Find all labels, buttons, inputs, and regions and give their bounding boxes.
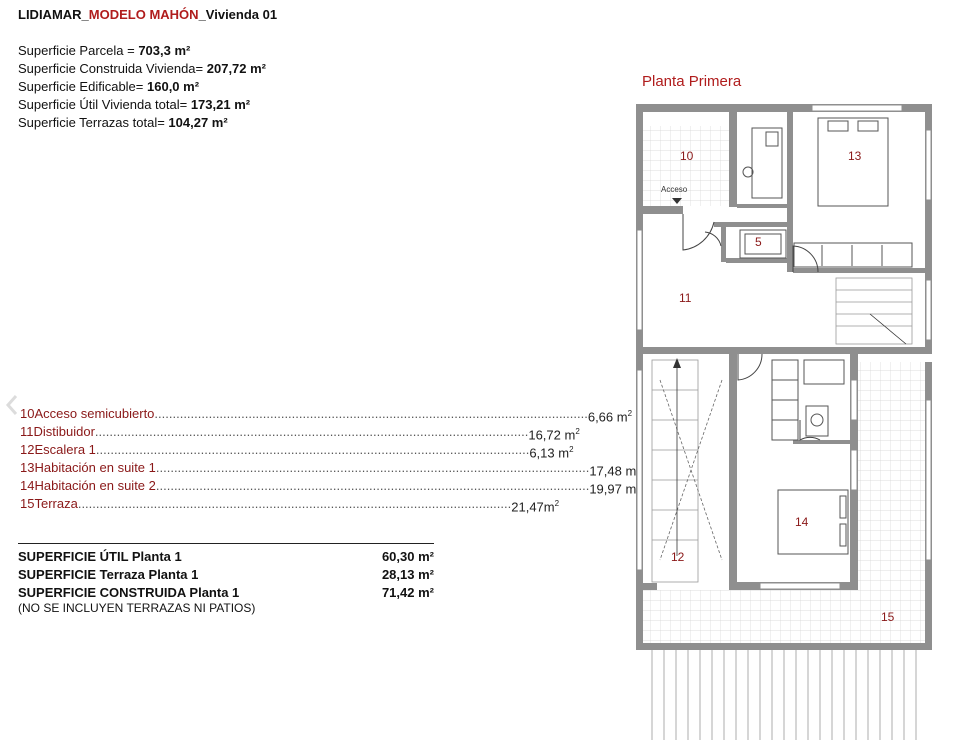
total-value: 28,13 m² (381, 567, 434, 582)
page-title (18, 7, 277, 22)
room-row (20, 441, 574, 461)
room-name: Acceso semicubierto (34, 406, 155, 421)
leader-dots: ........................................................................................................................ (94, 424, 529, 439)
total-row (18, 548, 434, 566)
total-label: SUPERFICIE ÚTIL Planta 1 (18, 549, 182, 564)
total-label: SUPERFICIE CONSTRUIDA Planta 1 (18, 585, 240, 600)
entrance-slats (652, 650, 916, 740)
room-name: Distibuidor (33, 424, 95, 439)
room-number: 13 (20, 460, 35, 475)
surface-value: 173,21 m² (190, 97, 251, 112)
room-area-unit: 2 (554, 499, 560, 508)
surface-row (18, 78, 266, 96)
room-list (20, 405, 637, 515)
leader-dots: ........................................................................................................................ (155, 478, 590, 493)
leader-dots: ........................................................................................................................ (154, 406, 588, 421)
surface-row (18, 42, 266, 60)
total-value: 71,42 m² (381, 585, 434, 600)
room-area-value: 6,66 m (587, 409, 628, 425)
floor-plan (600, 100, 940, 740)
room-label-15: 15 (881, 610, 895, 624)
surface-label: Superficie Parcela = (18, 43, 139, 58)
total-value: 60,30 m² (381, 549, 434, 564)
title-suffix: _Vivienda 01 (198, 7, 278, 22)
surface-value: 104,27 m² (168, 115, 228, 130)
bathroom-lower (772, 360, 844, 440)
total-label: SUPERFICIE Terraza Planta 1 (18, 567, 199, 582)
room-15-floor-side (858, 362, 926, 590)
surface-row (18, 96, 266, 114)
room-number: 12 (20, 442, 35, 457)
room-area (528, 423, 579, 441)
bed-14 (778, 490, 848, 554)
bed-13 (794, 118, 912, 267)
title-prefix: LIDIAMAR_ (18, 7, 89, 22)
leader-dots: ........................................................................................................................ (77, 496, 512, 511)
room-label-10: 10 (680, 149, 694, 163)
leader-dots: ........................................................................................................................ (155, 460, 590, 475)
room-area-value: 6,13 m (529, 445, 570, 461)
room-area-unit: 2 (569, 445, 574, 454)
room-name: Terraza (34, 496, 78, 511)
totals-table (18, 548, 434, 602)
room-area (511, 495, 559, 513)
room-row (20, 459, 637, 479)
room-row (20, 405, 633, 425)
surface-label: Superficie Construida Vivienda= (18, 61, 207, 76)
chevron-left-icon (4, 393, 20, 417)
title-model: MODELO MAHÓN (88, 7, 199, 22)
surface-label: Superficie Edificable= (18, 79, 147, 94)
stair-arrow-icon (673, 358, 681, 368)
room-number: 15 (20, 496, 35, 511)
surface-row (18, 60, 266, 78)
room-row (20, 477, 637, 497)
room-name: Habitación en suite 2 (34, 478, 156, 493)
room-area-value: 16,72 m (528, 427, 576, 443)
room-number: 14 (20, 478, 35, 493)
room-row (20, 423, 580, 443)
room-area-unit: 2 (627, 409, 633, 418)
room-area-value: 19,97 m (589, 481, 637, 497)
total-row (18, 584, 434, 602)
room-name: Escalera 1 (34, 442, 96, 457)
note-text: (NO SE INCLUYEN TERRAZAS NI PATIOS) (18, 601, 256, 615)
access-label: Acceso (661, 185, 688, 194)
room-label-14: 14 (795, 515, 809, 529)
room-number: 11 (20, 424, 34, 439)
room-area-value: 21,47m (511, 499, 555, 515)
surface-row (18, 114, 266, 132)
room-area-value: 17,48 m (589, 463, 637, 479)
surface-value: 703,3 m² (138, 43, 191, 58)
room-10-floor (643, 126, 730, 206)
room-area (529, 441, 573, 459)
surface-value: 207,72 m² (206, 61, 267, 76)
doors (683, 214, 820, 440)
room-label-5: 5 (755, 235, 762, 249)
surface-list (18, 42, 266, 132)
plan-title: Planta Primera (642, 73, 742, 90)
leader-dots: ........................................................................................................................ (95, 442, 530, 457)
bathroom-top (740, 128, 786, 258)
total-row (18, 566, 434, 584)
room-label-11: 11 (679, 291, 692, 305)
room-number: 10 (20, 406, 35, 421)
room-label-13: 13 (848, 149, 862, 163)
room-area-unit: 2 (575, 427, 580, 436)
room-label-12: 12 (671, 550, 685, 564)
divider (18, 543, 434, 544)
surface-value: 160,0 m² (147, 79, 200, 94)
room-row (20, 495, 560, 515)
surface-label: Superficie Terrazas total= (18, 115, 169, 130)
surface-label: Superficie Útil Vivienda total= (18, 97, 191, 112)
room-name: Habitación en suite 1 (34, 460, 156, 475)
